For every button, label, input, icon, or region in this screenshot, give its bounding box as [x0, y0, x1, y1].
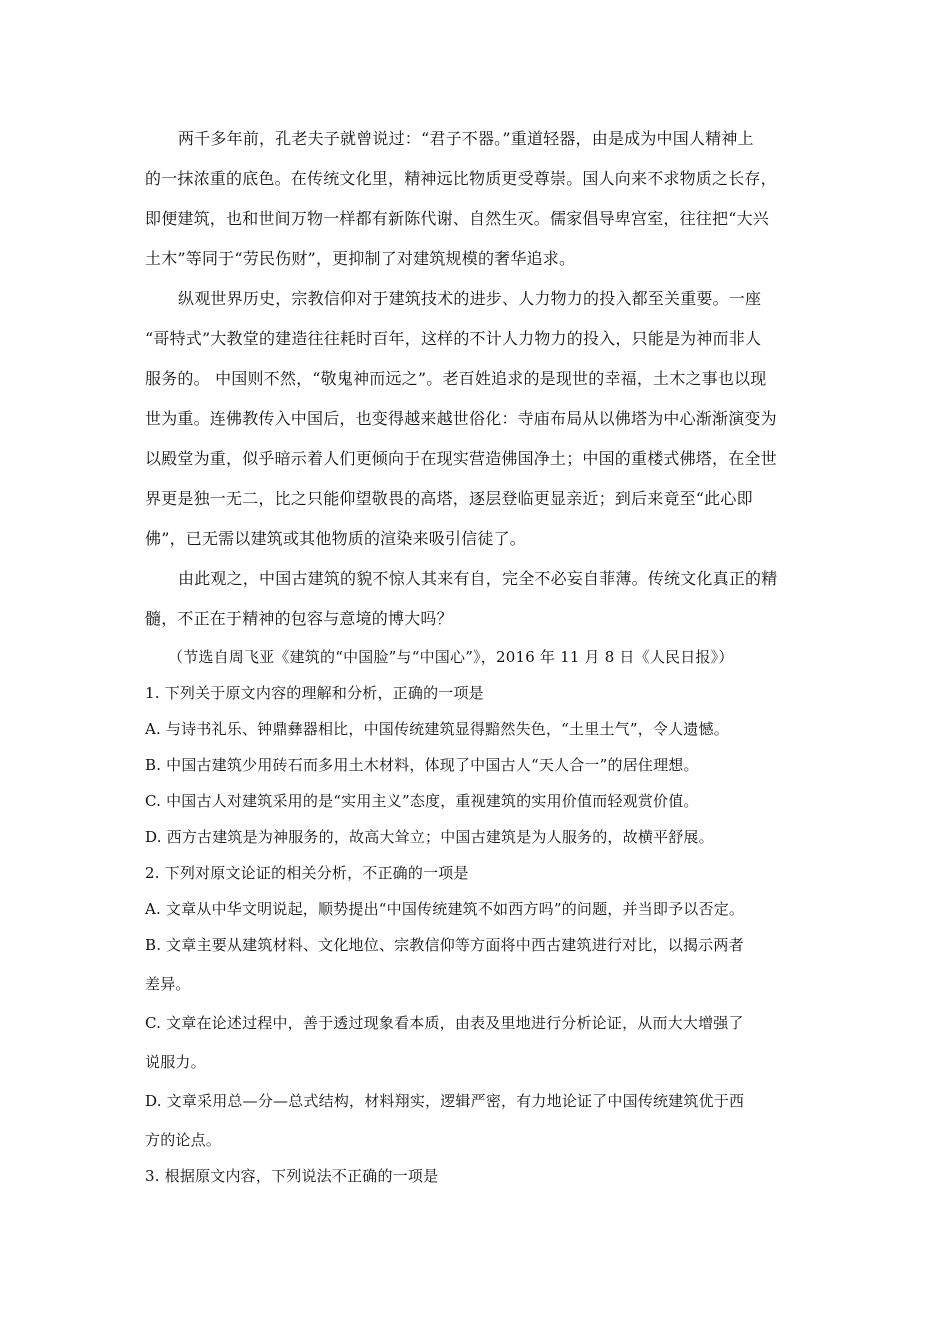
option-d: D. 文章采用总—分—总式结构，材料翔实，逻辑严密，有力地论证了中国传统建筑优于西 [145, 1092, 745, 1110]
passage-line: 由此观之，中国古建筑的貌不惊人其来有自，完全不必妄自菲薄。传统文化真正的精 [178, 569, 778, 588]
passage-line: “哥特式”大教堂的建造往往耗时百年，这样的不计人力物力的投入，只能是为神而非人 [145, 329, 762, 348]
option-c: C. 文章在论述过程中，善于透过现象看本质，由表及里地进行分析论证，从而大大增强了 [145, 1014, 744, 1032]
question-stem: 3. 根据原文内容，下列说法不正确的一项是 [145, 1167, 439, 1185]
passage-line: 土木”等同于“劳民伤财”，更抑制了对建筑规模的奢华追求。 [145, 249, 576, 268]
option-d: D. 西方古建筑是为神服务的，故高大耸立；中国古建筑是为人服务的，故横平舒展。 [145, 828, 714, 846]
option-a: A. 文章从中华文明说起，顺势提出“中国传统建筑不如西方吗”的问题，并当即予以否定。 [145, 900, 745, 918]
passage-line: 髓，不正在于精神的包容与意境的博大吗？ [145, 609, 453, 628]
source-citation: （节选自周飞亚《建筑的“中国脸”与“中国心”》，2016 年 11 月 8 日《人民日报》） [168, 648, 734, 666]
question-stem: 2. 下列对原文论证的相关分析，不正确的一项是 [145, 864, 469, 882]
passage-line: 界更是独一无二，比之只能仰望敬畏的高塔，逐层登临更显亲近；到后来竟至“此心即 [145, 489, 753, 508]
passage-line: 两千多年前，孔老夫子就曾说过：“君子不器。”重道轻器，由是成为中国人精神上 [178, 129, 754, 148]
passage-line: 纵观世界历史，宗教信仰对于建筑技术的进步、人力物力的投入都至关重要。一座 [178, 289, 762, 308]
option-d-continued: 方的论点。 [145, 1131, 222, 1149]
passage-line: 以殿堂为重，似乎暗示着人们更倾向于在现实营造佛国净土；中国的重楼式佛塔，在全世 [145, 449, 777, 468]
option-b: B. 文章主要从建筑材料、文化地位、宗教信仰等方面将中西古建筑进行对比，以揭示两者 [145, 936, 744, 954]
passage-line: 的一抹浓重的底色。在传统文化里，精神远比物质更受尊崇。国人向来不求物质之长存， [145, 169, 777, 188]
option-b: B. 中国古建筑少用砖石而多用土木材料，体现了中国古人“天人合一”的居住理想。 [145, 756, 699, 774]
passage-line: 佛”，已无需以建筑或其他物质的渲染来吸引信徒了。 [145, 529, 526, 548]
question-stem: 1. 下列关于原文内容的理解和分析，正确的一项是 [145, 684, 484, 702]
option-c-continued: 说服力。 [145, 1053, 206, 1071]
option-a: A. 与诗书礼乐、钟鼎彝器相比，中国传统建筑显得黯然失色，“土里土气”，令人遗憾。 [145, 720, 729, 738]
passage-line: 世为重。连佛教传入中国后，也变得越来越世俗化：寺庙布局从以佛塔为中心渐渐演变为 [145, 409, 777, 428]
passage-line: 服务的。 中国则不然，“敬鬼神而远之”。老百姓追求的是现世的幸福，土木之事也以现 [145, 369, 767, 388]
passage-line: 即便建筑，也和世间万物一样都有新陈代谢、自然生灭。儒家倡导卑宫室，往往把“大兴 [145, 209, 769, 228]
option-c: C. 中国古人对建筑采用的是“实用主义”态度，重视建筑的实用价值而轻观赏价值。 [145, 792, 699, 810]
option-b-continued: 差异。 [145, 975, 191, 993]
